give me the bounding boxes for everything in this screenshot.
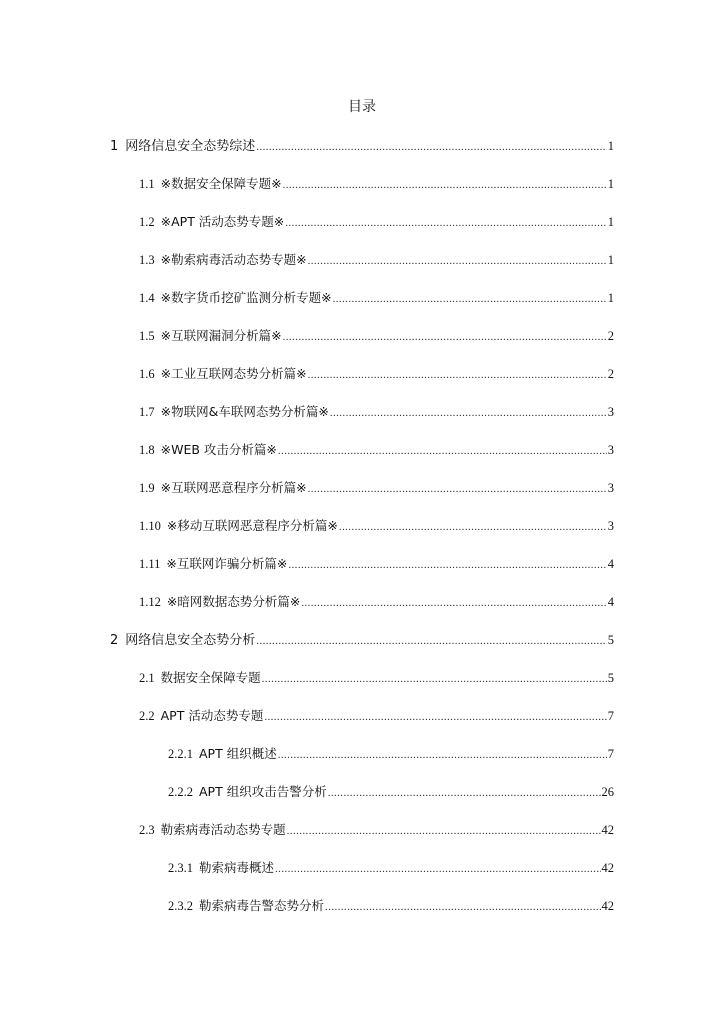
- toc-entry-label: APT 活动态势专题: [160, 708, 264, 723]
- toc-title: 目录: [348, 99, 376, 115]
- toc-entry-number: 2.2.1: [168, 747, 193, 761]
- toc-entry-page-number: 1: [607, 215, 614, 229]
- toc-entry-label: ※APT 活动态势专题※: [160, 214, 285, 229]
- toc-entry[interactable]: [0, 706, 724, 744]
- toc-dot-leader: [301, 593, 606, 613]
- toc-entry-label: ※工业互联网态势分析篇※: [160, 366, 307, 381]
- toc-entry-label: APT 组织攻击告警分析: [199, 784, 327, 799]
- toc-entry-number: 2.2: [139, 709, 155, 723]
- toc-entry-number: 1.5: [139, 329, 155, 343]
- toc-dot-leader: [256, 631, 606, 651]
- toc-entry-page-number: 4: [607, 595, 614, 609]
- toc-entry-page-number: 1: [607, 139, 614, 153]
- toc-dot-leader: [330, 403, 607, 423]
- toc-entry-page-number: 4: [607, 557, 614, 571]
- toc-dot-leader: [278, 441, 607, 461]
- toc-entry-page-number: 42: [601, 823, 614, 837]
- toc-entry-number: 1.1: [139, 177, 155, 191]
- toc-dot-leader: [283, 327, 607, 347]
- toc-entry-page-number: 42: [601, 861, 614, 875]
- toc-entry-number: 1.11: [139, 557, 161, 571]
- toc-entry-number: 2.1: [139, 671, 155, 685]
- toc-entry-number: 1.4: [139, 291, 155, 305]
- toc-entry-number: 2: [110, 633, 119, 648]
- toc-entry-number: 1: [110, 139, 119, 154]
- toc-entry-page-number: 1: [607, 253, 614, 267]
- toc-entry-number: 1.7: [139, 405, 155, 419]
- toc-entry-number: 2.3.1: [168, 861, 193, 875]
- toc-entry-number: 2.2.2: [168, 785, 193, 799]
- toc-dot-leader: [275, 859, 600, 879]
- toc-entry-page-number: 1: [607, 291, 614, 305]
- toc-entry[interactable]: [0, 440, 724, 478]
- toc-dot-leader: [264, 707, 606, 727]
- toc-entry-label: ※勒索病毒活动态势专题※: [160, 252, 307, 267]
- toc-entry[interactable]: [0, 896, 724, 934]
- toc-entry-label: ※互联网恶意程序分析篇※: [160, 480, 307, 495]
- toc-entry-label: 勒索病毒活动态势专题: [160, 822, 286, 837]
- toc-dot-leader: [328, 783, 601, 803]
- toc-entry-number: 1.2: [139, 215, 155, 229]
- toc-entry[interactable]: [0, 820, 724, 858]
- toc-entry-page-number: 5: [607, 671, 614, 685]
- toc-entry[interactable]: [0, 554, 724, 592]
- toc-entry-page-number: 3: [607, 405, 614, 419]
- toc-entry-page-number: 42: [601, 899, 614, 913]
- toc-entry[interactable]: [0, 212, 724, 250]
- toc-dot-leader: [288, 555, 606, 575]
- toc-entry-number: 2.3.2: [168, 899, 193, 913]
- toc-entry-page-number: 2: [607, 367, 614, 381]
- toc-entry-page-number: 7: [607, 709, 614, 723]
- toc-entry-page-number: 1: [607, 177, 614, 191]
- toc-entry-number: 1.9: [139, 481, 155, 495]
- toc-entry[interactable]: [0, 630, 724, 668]
- toc-entry-label: 勒索病毒告警态势分析: [199, 898, 325, 913]
- toc-entry-number: 1.6: [139, 367, 155, 381]
- toc-entry-label: 勒索病毒概述: [199, 860, 275, 875]
- toc-entry[interactable]: [0, 174, 724, 212]
- toc-dot-leader: [308, 479, 607, 499]
- toc-dot-leader: [278, 745, 607, 765]
- toc-dot-leader: [333, 289, 607, 309]
- toc-entry[interactable]: [0, 858, 724, 896]
- toc-entry-label: ※物联网&车联网态势分析篇※: [160, 404, 329, 419]
- toc-entry-page-number: 3: [607, 519, 614, 533]
- toc-entry-page-number: 2: [607, 329, 614, 343]
- toc-entry-number: 1.8: [139, 443, 155, 457]
- toc-entry[interactable]: [0, 744, 724, 782]
- toc-entry[interactable]: [0, 668, 724, 706]
- toc-entry-label: ※互联网漏洞分析篇※: [160, 328, 282, 343]
- toc-entry[interactable]: [0, 478, 724, 516]
- toc-dot-leader: [285, 213, 606, 233]
- toc-entry[interactable]: [0, 516, 724, 554]
- toc-entry-label: 网络信息安全态势分析: [125, 633, 256, 648]
- toc-entry[interactable]: [0, 782, 724, 820]
- toc-entry-page-number: 26: [601, 785, 614, 799]
- toc-entry[interactable]: [0, 592, 724, 630]
- toc-entry[interactable]: [0, 136, 724, 174]
- toc-entry-label: ※WEB 攻击分析篇※: [160, 442, 277, 457]
- toc-entry-label: ※移动互联网恶意程序分析篇※: [166, 518, 338, 533]
- toc-entry-page-number: 7: [607, 747, 614, 761]
- toc-dot-leader: [262, 669, 607, 689]
- toc-entry-label: ※暗网数据态势分析篇※: [166, 594, 301, 609]
- toc-dot-leader: [283, 175, 607, 195]
- toc-entry-label: 数据安全保障专题: [160, 670, 261, 685]
- toc-entry-label: APT 组织概述: [199, 746, 277, 761]
- toc-entry[interactable]: [0, 326, 724, 364]
- toc-entry-number: 1.12: [139, 595, 161, 609]
- toc-list: [0, 136, 724, 934]
- toc-dot-leader: [256, 137, 606, 157]
- toc-dot-leader: [287, 821, 601, 841]
- toc-entry-page-number: 3: [607, 443, 614, 457]
- toc-dot-leader: [325, 897, 600, 917]
- toc-entry-label: 网络信息安全态势综述: [125, 139, 256, 154]
- toc-entry-number: 2.3: [139, 823, 155, 837]
- toc-dot-leader: [339, 517, 607, 537]
- toc-entry-label: ※数据安全保障专题※: [160, 176, 282, 191]
- toc-entry[interactable]: [0, 364, 724, 402]
- toc-entry-number: 1.3: [139, 253, 155, 267]
- toc-entry-label: ※互联网诈骗分析篇※: [166, 556, 288, 571]
- toc-entry[interactable]: [0, 288, 724, 326]
- toc-entry-page-number: 5: [607, 633, 614, 647]
- toc-entry[interactable]: [0, 402, 724, 440]
- toc-entry-number: 1.10: [139, 519, 161, 533]
- toc-entry-label: ※数字货币挖矿监测分析专题※: [160, 290, 332, 305]
- toc-entry-page-number: 3: [607, 481, 614, 495]
- toc-entry[interactable]: [0, 250, 724, 288]
- toc-dot-leader: [308, 365, 607, 385]
- toc-dot-leader: [308, 251, 607, 271]
